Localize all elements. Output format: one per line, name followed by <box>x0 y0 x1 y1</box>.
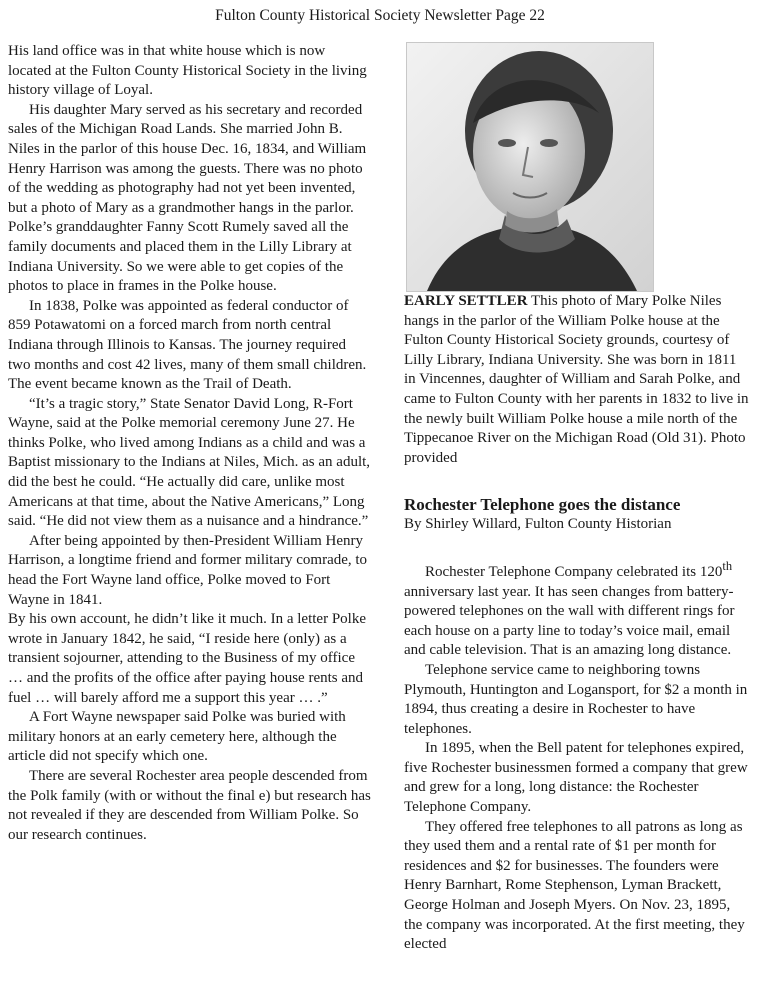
paragraph: “It’s a tragic story,” State Senator David Long, R-Fort Wayne, said at the Polke memorial ceremony June 27. He thinks Polke, who lived among Indians as a child and was a Baptist missionary to the Indians at Niles, Mich. as an adult, did the best he could. “He actually did care, unlike most Americans at that time, about the Native Americans,” Long said. “He did not view them as a nuisance and a hindrance.” <box>8 395 371 530</box>
caption-text: This photo of Mary Polke Niles hangs in the parlor of the William Polke house at the Fulton County Historical Society grounds, courtesy of Lilly Library, Indiana University. She was born in 1811 in Vincennes, daughter of William and Sarah Polke, and came to Fulton County with her parents in 1832 to live in the newly built William Polke house a mile north of the Tippecanoe River on the Michigan Road (Old 31). Photo provided <box>404 293 749 466</box>
paragraph-text: Rochester Telephone Company celebrated its 120 <box>425 563 723 580</box>
portrait-illustration <box>407 43 653 291</box>
ordinal-suffix: th <box>722 558 733 573</box>
paragraph: In 1895, when the Bell patent for telephones expired, five Rochester businessmen formed a company that grew and grew for a long, long distance: the Rochester Telephone Company. <box>404 740 748 816</box>
page-header: Fulton County Historical Society Newsletter Page 22 <box>215 7 545 24</box>
paragraph: His land office was in that white house which is now located at the Fulton County Historical Society in the living history village of Loyal. <box>8 43 367 99</box>
caption-lead: EARLY SETTLER <box>404 293 528 309</box>
article-byline: By Shirley Willard, Fulton County Historian <box>404 516 672 533</box>
left-column <box>8 42 372 845</box>
paragraph <box>404 557 750 661</box>
paragraph-text: anniversary last year. It has seen changes from battery-powered telephones on the wall with different rings for each house on a party line to today’s voice mail, email and cable television. That is an amazing long distance. <box>404 583 735 659</box>
article-title: Rochester Telephone goes the distance <box>404 495 681 515</box>
photo-caption <box>404 292 750 468</box>
paragraph: After being appointed by then-President William Henry Harrison, a longtime friend and former military comrade, to head the Fort Wayne land office, Polke moved to Fort Wayne in 1841. <box>8 532 368 608</box>
paragraph: In 1838, Polke was appointed as federal conductor of 859 Potawatomi on a forced march from north central Indiana through Illinois to Kansas. The journey required two months and cost 42 lives, many of them small children. The event became known as the Trail of Death. <box>8 297 367 393</box>
paragraph: They offered free telephones to all patrons as long as they used them and a rental rate of $1 per month for residences and $2 for businesses. The founders were Henry Barnhart, Rome Stephenson, Lyman Brackett, George Holman and Joseph Myers. On Nov. 23, 1895, the company was incorporated. At the first meeting, they elected <box>404 818 745 953</box>
paragraph: His daughter Mary served as his secretary and recorded sales of the Michigan Road Lands. She married John B. Niles in the parlor of this house Dec. 16, 1834, and William Henry Harrison was among the guests. There was no photo of the wedding as photography had not yet been invented, but a photo of Mary as a grandmother hangs in the parlor. Polke’s granddaughter Fanny Scott Rumely saved all the family documents and placed them in the Lilly Library at Indiana University. So we were able to get copies of the photos to place in frames in the Polke house. <box>8 101 367 295</box>
right-column <box>404 42 750 955</box>
paragraph: There are several Rochester area people descended from the Polk family (with or without the final e) but research has not revealed if they are descended from William Polke. So our research continues. <box>8 767 371 843</box>
portrait-photo <box>406 42 654 292</box>
paragraph: A Fort Wayne newspaper said Polke was buried with military honors at an early cemetery here, although the article did not specify which one. <box>8 709 346 765</box>
paragraph: Telephone service came to neighboring towns Plymouth, Huntington and Logansport, for $2 a month in 1894, thus creating a desire in Rochester to have telephones. <box>404 661 748 737</box>
paragraph: By his own account, he didn’t like it much. In a letter Polke wrote in January 1842, he said, “I reside here (only) as a transient sojourner, attending to the Business of my office … and the profits of the office after paying house rents and fuel … will barely afford me a support this year … .” <box>8 611 366 706</box>
